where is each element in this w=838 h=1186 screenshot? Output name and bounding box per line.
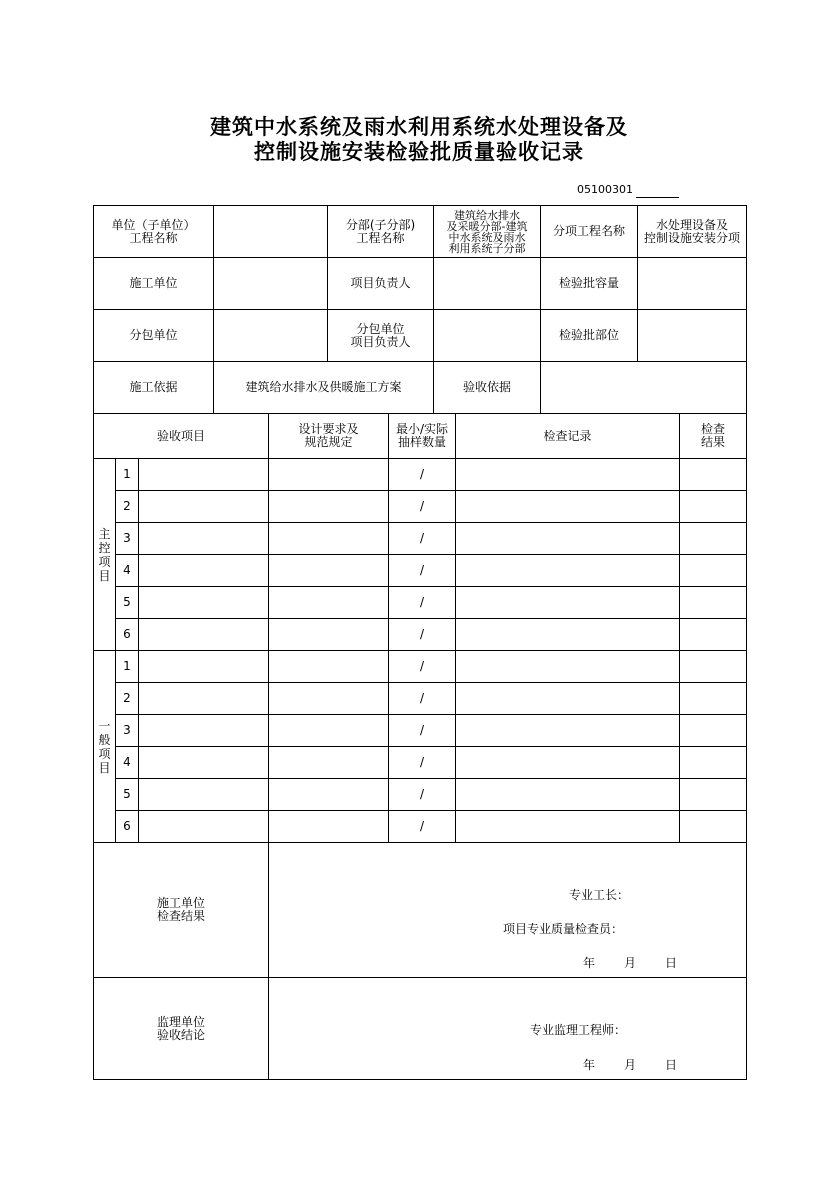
general-row-number-text: 2 [123, 691, 131, 705]
general-row-record[interactable] [455, 682, 680, 715]
contractor-date-year: 年 [583, 956, 596, 970]
main-control-items-label [93, 458, 116, 651]
main-control-items-label-char: 控 [98, 540, 111, 555]
main-control-row-design[interactable] [268, 618, 389, 651]
main-control-row-sample[interactable] [388, 586, 456, 619]
form-code-underline [636, 197, 679, 198]
general-row-result[interactable] [679, 714, 747, 747]
main-control-row-number [115, 458, 139, 491]
main-control-row-result[interactable] [679, 618, 747, 651]
general-row-design[interactable] [268, 650, 389, 683]
contractor-check-label [93, 842, 269, 978]
main-control-row-sample[interactable] [388, 554, 456, 587]
main-control-row-number [115, 490, 139, 523]
main-control-row-number [115, 618, 139, 651]
supervisor-date-year: 年 [583, 1058, 596, 1072]
main-control-items-label-char: 目 [98, 568, 111, 583]
col-inspection-result [679, 413, 747, 459]
batch-location-value[interactable] [637, 309, 747, 362]
general-row-item[interactable] [138, 778, 269, 811]
subitem-name-value [637, 205, 747, 258]
col-inspection-record [455, 413, 680, 459]
main-control-row-sample[interactable] [388, 618, 456, 651]
batch-capacity-value[interactable] [637, 257, 747, 310]
subcontractor-label [93, 309, 214, 362]
general-row-design[interactable] [268, 714, 389, 747]
general-row-sample[interactable] [388, 650, 456, 683]
general-row-result[interactable] [679, 746, 747, 779]
main-control-row-number [115, 586, 139, 619]
general-row-record[interactable] [455, 714, 680, 747]
col-acceptance-item [93, 413, 269, 459]
main-control-row-number-text: 4 [123, 563, 131, 577]
main-control-row-sample-text: / [419, 467, 425, 481]
main-control-row-record[interactable] [455, 554, 680, 587]
main-control-row-design[interactable] [268, 586, 389, 619]
supervisor-check-label-text: 监理单位 验收结论 [156, 1014, 205, 1042]
general-row-sample-text: / [419, 723, 425, 737]
general-row-sample-text: / [419, 819, 425, 833]
general-row-sample[interactable] [388, 778, 456, 811]
division-name-label [327, 205, 434, 258]
project-manager-label-text: 项目负责人 [350, 276, 411, 290]
general-row-item[interactable] [138, 714, 269, 747]
main-control-row-record[interactable] [455, 586, 680, 619]
main-control-row-result[interactable] [679, 586, 747, 619]
col-inspection-result-text: 检查 结果 [700, 422, 725, 449]
general-row-result[interactable] [679, 682, 747, 715]
main-control-row-result[interactable] [679, 490, 747, 523]
general-row-record[interactable] [455, 810, 680, 843]
general-row-result[interactable] [679, 810, 747, 843]
main-control-row-result[interactable] [679, 458, 747, 491]
quality-inspector-signature-label: 项目专业质量检查员： [503, 922, 624, 936]
main-control-row-result[interactable] [679, 522, 747, 555]
general-row-sample[interactable] [388, 810, 456, 843]
batch-capacity-label [540, 257, 638, 310]
supervisor-check-label [93, 977, 269, 1080]
general-row-number-text: 4 [123, 755, 131, 769]
main-control-row-item[interactable] [138, 618, 269, 651]
general-items-label-char: 项 [98, 746, 111, 761]
construction-basis-label-text: 施工依据 [129, 380, 178, 394]
subitem-name-label-text: 分项工程名称 [552, 224, 625, 238]
division-name-label-text: 分部(子分部) 工程名称 [345, 217, 416, 245]
main-control-row-number-text: 3 [123, 531, 131, 545]
contractor-date-month: 月 [624, 956, 637, 970]
general-row-record[interactable] [455, 746, 680, 779]
foreman-signature-label: 专业工长： [569, 888, 630, 902]
general-row-number [115, 746, 139, 779]
unit-name-label-text: 单位（子单位） 工程名称 [111, 217, 196, 245]
main-control-row-sample[interactable] [388, 458, 456, 491]
general-row-sample[interactable] [388, 682, 456, 715]
main-control-row-item[interactable] [138, 554, 269, 587]
general-row-number [115, 714, 139, 747]
division-name-value-text: 建筑给水排水 及采暖分部-建筑 中水系统及雨水 利用系统子分部 [446, 208, 528, 255]
main-control-items-label-char: 项 [98, 554, 111, 569]
form-code: 05100301 [577, 183, 633, 196]
general-row-sample-text: / [419, 787, 425, 801]
col-acceptance-item-text: 验收项目 [156, 428, 205, 443]
main-control-row-item[interactable] [138, 458, 269, 491]
col-sample-quantity [388, 413, 456, 459]
main-control-row-number [115, 522, 139, 555]
general-items-label-char: 一 [98, 718, 111, 733]
general-row-number-text: 3 [123, 723, 131, 737]
main-control-row-sample-text: / [419, 627, 425, 641]
batch-location-label-text: 检验批部位 [558, 328, 619, 342]
main-control-row-design[interactable] [268, 554, 389, 587]
general-items-label [93, 650, 116, 843]
general-row-number-text: 5 [123, 787, 131, 801]
col-inspection-record-text: 检查记录 [543, 428, 592, 443]
general-row-result[interactable] [679, 778, 747, 811]
construction-basis-label [93, 361, 214, 414]
general-items-label-char: 目 [98, 760, 111, 775]
general-items-label-char: 般 [98, 732, 111, 747]
main-control-row-record[interactable] [455, 458, 680, 491]
main-control-row-number [115, 554, 139, 587]
main-control-row-sample-text: / [419, 499, 425, 513]
subcontractor-pm-label-text: 分包单位 项目负责人 [350, 321, 411, 349]
general-row-number-text: 6 [123, 819, 131, 833]
general-row-sample[interactable] [388, 714, 456, 747]
general-row-design[interactable] [268, 778, 389, 811]
col-design-requirement [268, 413, 389, 459]
division-name-value [433, 205, 541, 258]
col-design-requirement-text: 设计要求及 规范规定 [298, 422, 359, 449]
main-control-row-record[interactable] [455, 618, 680, 651]
subcontractor-label-text: 分包单位 [129, 328, 178, 342]
contractor-date-day: 日 [665, 956, 678, 970]
construction-basis-value-text: 建筑给水排水及供暖施工方案 [245, 380, 402, 394]
general-row-design[interactable] [268, 682, 389, 715]
general-row-record[interactable] [455, 650, 680, 683]
general-row-sample-text: / [419, 659, 425, 673]
supervisor-date-day: 日 [665, 1058, 678, 1072]
general-row-item[interactable] [138, 810, 269, 843]
general-row-sample-text: / [419, 755, 425, 769]
batch-location-label [540, 309, 638, 362]
main-control-row-sample-text: / [419, 531, 425, 545]
main-control-row-item[interactable] [138, 490, 269, 523]
general-row-item[interactable] [138, 650, 269, 683]
main-control-row-number-text: 6 [123, 627, 131, 641]
form-title-line-2: 控制设施安装检验批质量验收记录 [254, 140, 584, 164]
subcontractor-value[interactable] [213, 309, 328, 362]
project-manager-value[interactable] [433, 257, 541, 310]
main-control-row-result[interactable] [679, 554, 747, 587]
main-control-row-item[interactable] [138, 586, 269, 619]
unit-name-value[interactable] [213, 205, 328, 258]
contractor-label [93, 257, 214, 310]
general-row-number [115, 778, 139, 811]
col-sample-quantity-text: 最小/实际 抽样数量 [395, 422, 449, 449]
general-row-design[interactable] [268, 810, 389, 843]
acceptance-basis-label-text: 验收依据 [462, 380, 511, 394]
main-control-row-sample-text: / [419, 563, 425, 577]
general-row-sample[interactable] [388, 746, 456, 779]
subcontractor-pm-label [327, 309, 434, 362]
main-control-row-design[interactable] [268, 490, 389, 523]
unit-name-label [93, 205, 214, 258]
contractor-check-label-text: 施工单位 检查结果 [156, 896, 205, 923]
main-control-row-item[interactable] [138, 522, 269, 555]
subitem-name-value-text: 水处理设备及 控制设施安装分项 [643, 217, 740, 245]
main-control-row-sample-text: / [419, 595, 425, 609]
construction-basis-value [213, 361, 434, 414]
main-control-row-number-text: 2 [123, 499, 131, 513]
form-title-line-1: 建筑中水系统及雨水利用系统水处理设备及 [210, 115, 628, 139]
subitem-name-label [540, 205, 638, 258]
general-row-item[interactable] [138, 746, 269, 779]
general-row-result[interactable] [679, 650, 747, 683]
supervisor-date-month: 月 [624, 1058, 637, 1072]
main-control-row-sample[interactable] [388, 490, 456, 523]
general-row-item[interactable] [138, 682, 269, 715]
subcontractor-pm-value[interactable] [433, 309, 541, 362]
general-row-design[interactable] [268, 746, 389, 779]
acceptance-basis-label [433, 361, 541, 414]
contractor-label-text: 施工单位 [129, 276, 178, 290]
general-row-record[interactable] [455, 778, 680, 811]
general-row-number [115, 682, 139, 715]
general-row-sample-text: / [419, 691, 425, 705]
batch-capacity-label-text: 检验批容量 [558, 276, 619, 290]
general-row-number-text: 1 [123, 659, 131, 673]
main-control-row-number-text: 1 [123, 467, 131, 481]
main-control-row-number-text: 5 [123, 595, 131, 609]
main-control-row-record[interactable] [455, 522, 680, 555]
main-control-row-record[interactable] [455, 490, 680, 523]
main-control-items-label-char: 主 [98, 526, 111, 541]
main-control-row-design[interactable] [268, 458, 389, 491]
acceptance-basis-value[interactable] [540, 361, 747, 414]
supervising-engineer-signature-label: 专业监理工程师： [530, 1023, 627, 1037]
project-manager-label [327, 257, 434, 310]
main-control-row-sample[interactable] [388, 522, 456, 555]
general-row-number [115, 650, 139, 683]
general-row-number [115, 810, 139, 843]
contractor-value[interactable] [213, 257, 328, 310]
main-control-row-design[interactable] [268, 522, 389, 555]
